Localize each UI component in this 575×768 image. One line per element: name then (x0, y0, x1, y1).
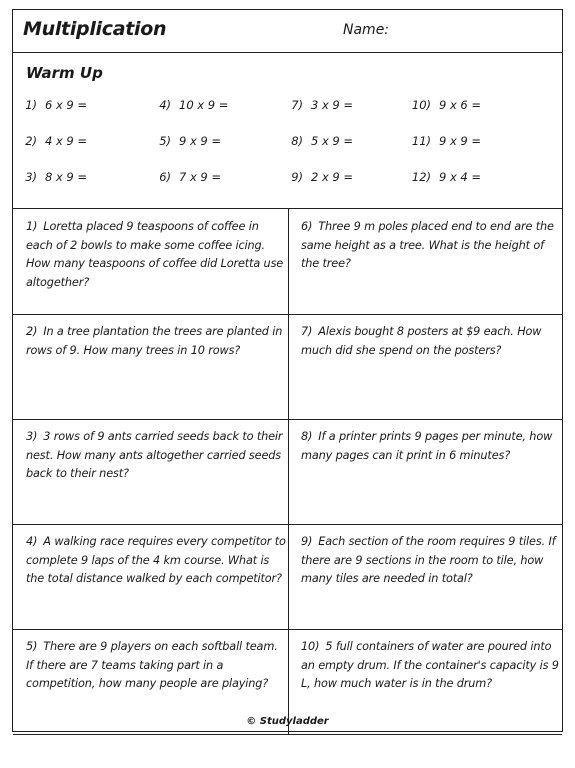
copyright-footer: © Studyladder (246, 716, 329, 727)
worksheet-header (13, 10, 562, 53)
warm-up-section (13, 53, 562, 209)
row-divider (13, 314, 562, 315)
warm-up-item: 10) 9 x 6 = (411, 98, 482, 112)
warm-up-item: 2) 4 x 9 = (25, 134, 88, 148)
row-divider (13, 524, 562, 525)
worksheet (12, 9, 563, 732)
word-problem-10: 10) 5 full containers of water are poured into an empty drum. If the container's capacity is 9 L, how much water is in the drum? (301, 640, 559, 690)
warm-up-item: 3) 8 x 9 = (25, 170, 88, 184)
row-divider (13, 419, 562, 420)
word-problem-9: 9) Each section of the room requires 9 tiles. If there are 9 sections in the room to tile, how many tiles are needed in total? (301, 535, 556, 585)
warm-up-item: 6) 7 x 9 = (159, 170, 222, 184)
warm-up-item: 4) 10 x 9 = (159, 98, 229, 112)
warm-up-item: 12) 9 x 4 = (411, 170, 482, 184)
word-problem-5: 5) There are 9 players on each softball team. If there are 7 teams taking part in a competition, how many people are playing? (26, 640, 278, 690)
column-divider (288, 209, 289, 734)
word-problem-7: 7) Alexis bought 8 posters at $9 each. How much did she spend on the posters? (301, 325, 542, 357)
name-field-label: Name: (343, 22, 390, 38)
warm-up-title: Warm Up (26, 64, 103, 82)
warm-up-item: 8) 5 x 9 = (291, 134, 354, 148)
word-problem-8: 8) If a printer prints 9 pages per minute, how many pages can it print in 6 minutes? (301, 430, 553, 462)
warm-up-item: 5) 9 x 9 = (159, 134, 222, 148)
worksheet-title: Multiplication (23, 18, 167, 40)
word-problem-3: 3) 3 rows of 9 ants carried seeds back to their nest. How many ants altogether carried seeds back to their nest? (26, 430, 283, 480)
warm-up-item: 9) 2 x 9 = (291, 170, 354, 184)
warm-up-item: 11) 9 x 9 = (411, 134, 482, 148)
warm-up-item: 7) 3 x 9 = (291, 98, 354, 112)
row-divider (13, 629, 562, 630)
word-problem-1: 1) Loretta placed 9 teaspoons of coffee in each of 2 bowls to make some coffee icing. How many teaspoons of coffee did Loretta use altogether? (26, 220, 284, 289)
word-problem-2: 2) In a tree plantation the trees are planted in rows of 9. How many trees in 10 rows? (26, 325, 283, 357)
warm-up-item: 1) 6 x 9 = (25, 98, 88, 112)
word-problem-4: 4) A walking race requires every competitor to complete 9 laps of the 4 km course. What is the total distance walked by each competitor? (26, 535, 286, 585)
word-problems-grid (13, 209, 562, 735)
warm-up-grid (13, 90, 562, 205)
word-problem-6: 6) Three 9 m poles placed end to end are the same height as a tree. What is the height of the tree? (301, 220, 554, 270)
